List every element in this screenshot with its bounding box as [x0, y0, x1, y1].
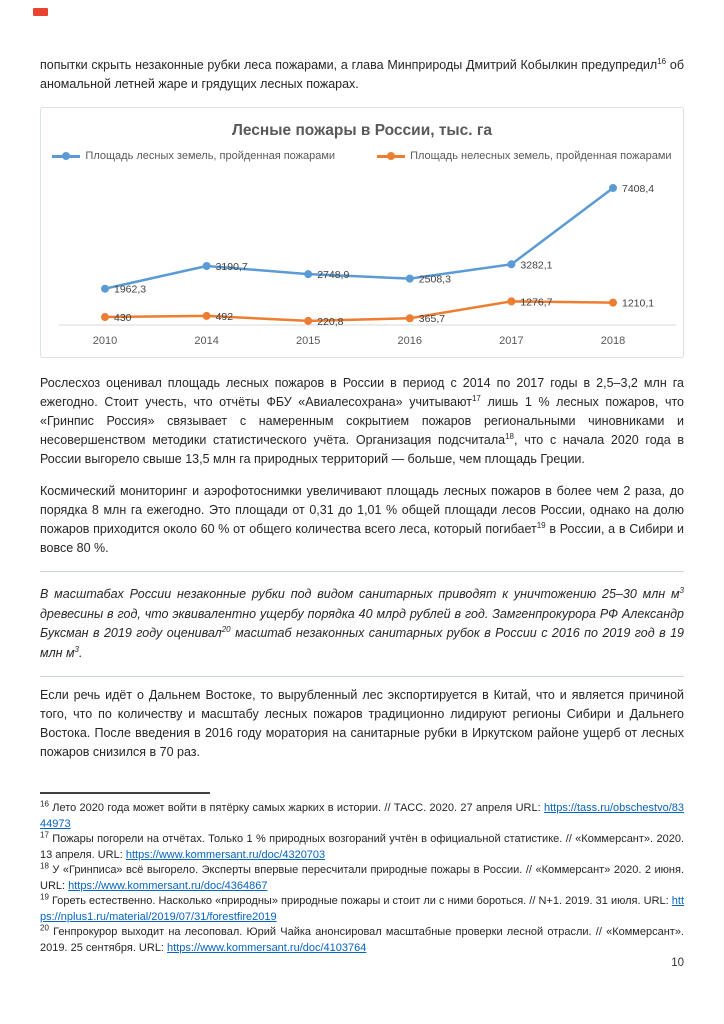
text-segment: в России, а в Сибири и вовсе 80 %.: [40, 522, 684, 555]
footnote-ref: 3: [679, 585, 684, 595]
data-label: 430: [114, 312, 132, 325]
x-tick-label: 2018: [600, 335, 626, 347]
legend-marker-icon: [52, 155, 80, 158]
data-label: 3190,7: [215, 260, 248, 273]
text-segment: Рослесхоз оценивал площадь лесных пожаров в России в период с 2014 по 2017 годы в 2,5–3,2 млн га ежегодно. Стоит учесть, что отчёты ФБУ «Авиалесохрана» учитывают: [40, 376, 684, 409]
data-point: [507, 297, 515, 305]
footnote-link[interactable]: https://www.kommersant.ru/doc/4103764: [167, 941, 367, 954]
data-point: [304, 317, 312, 325]
data-label: 492: [215, 310, 234, 323]
red-annotation-marker: [33, 8, 48, 16]
paragraph-intro: [40, 56, 684, 94]
data-label: 3282,1: [520, 259, 553, 272]
footnote: [40, 925, 684, 956]
text-segment: , что с начала 2020 года в России выгорело свыше 13,5 млн га природных территорий — больше, чем площадь Греции.: [40, 433, 684, 466]
footnote-text: Гореть естественно. Насколько «природны» природные пожары и стоит ли с ними бороться. // N+1. 2019. 31 июля. URL:: [51, 895, 672, 907]
x-tick-label: 2010: [92, 335, 118, 347]
data-label: 1276,7: [520, 296, 553, 309]
paragraph-rosleshoz: [40, 374, 684, 469]
footnote-number: 19: [40, 892, 49, 902]
data-point: [101, 285, 109, 293]
data-point: [609, 184, 617, 192]
data-label: 2748,9: [317, 269, 350, 282]
legend-marker-icon: [377, 155, 405, 158]
footnote: [40, 863, 684, 894]
legend-label: Площадь лесных земель, пройденная пожарами: [85, 150, 336, 162]
footnote-link[interactable]: https://tass.ru/obschestvo/8344973: [40, 802, 684, 830]
text-segment: Если речь идёт о Дальнем Востоке, то вырубленный лес экспортируется в Китай, что и является причиной того, что по количеству и масштабу лесных пожаров традиционно лидируют регионы Сибири и Дальнего Востока. После введения в 2016 году моратория на санитарные рубки в Иркутском районе ущерб от лесных пожаров снизился в 70 раз.: [40, 688, 684, 759]
x-tick-label: 2016: [397, 335, 423, 347]
footnote: [40, 801, 684, 832]
legend-item: [377, 150, 671, 162]
footnote-text: Генпрокурор выходит на лесоповал. Юрий Чайка анонсировал масштабные проверки лесной отрасли. // «Коммерсант». 2019. 25 сентября. URL:: [40, 926, 684, 954]
data-point: [203, 312, 211, 320]
footnote-text: Лето 2020 года может войти в пятёрку самых жарких в истории. // ТАСС. 2020. 27 апреля URL:: [52, 802, 544, 814]
chart-title: Лесные пожары в России, тыс. га: [232, 122, 492, 139]
footnote-text: Пожары погорели на отчётах. Только 1 % природных возгораний учтён в официальной статистике. // «Коммерсант». 2020. 13 апреля. URL:: [40, 833, 685, 861]
text-segment: древесины в год, что эквивалентно ущербу порядка 40 млрд рублей в год. Замгенпрокурора РФ Александр Буксман в 2019 году оценивал: [40, 606, 684, 640]
data-label: 7408,4: [622, 183, 655, 195]
chart-plot-area: [41, 168, 683, 353]
footnote-link[interactable]: https://www.kommersant.ru/doc/4364867: [68, 879, 268, 892]
text-segment: попытки скрыть незаконные рубки леса пожарами, а глава Минприроды Дмитрий Кобылкин предупредил: [40, 58, 658, 72]
paragraph-quote: [40, 585, 684, 663]
footnote-link[interactable]: https://www.kommersant.ru/doc/4320703: [125, 848, 326, 861]
footnote-number: 16: [40, 799, 49, 809]
footnote-number: 18: [40, 861, 49, 871]
footnote-ref: 19: [536, 520, 546, 530]
data-point: [609, 299, 617, 307]
footnote: [40, 832, 684, 863]
page-number: 10: [671, 957, 684, 969]
footnote-link[interactable]: https://nplus1.ru/material/2019/07/31/forestfire2019: [40, 895, 685, 923]
data-point: [101, 313, 109, 321]
data-label: 1210,1: [622, 297, 655, 310]
data-label: 2508,3: [418, 273, 451, 286]
data-label: 220,8: [317, 315, 344, 328]
text-segment: лишь 1 % лесных пожаров, что «Гринпис Россия» связывает с намеренным сокрытием пожаров региональными чиновниками и несовершенством методики статистического учёта. Организация подсчитала: [40, 395, 684, 447]
series-line: [105, 188, 613, 289]
footnote-ref: 3: [74, 644, 79, 654]
x-tick-label: 2015: [295, 335, 321, 347]
quote-block: [40, 571, 684, 677]
data-point: [406, 275, 414, 283]
data-label: 1962,3: [114, 283, 147, 296]
x-tick-label: 2014: [194, 335, 219, 347]
footnote-separator: [40, 792, 210, 794]
paragraph-cosmic: [40, 482, 684, 558]
data-point: [304, 270, 312, 278]
data-point: [406, 314, 414, 322]
data-label: 365,7: [418, 313, 446, 326]
footnote-ref: 17: [471, 393, 481, 403]
footnotes-section: [40, 792, 684, 956]
footnote-text: У «Гринписа» всё выгорело. Эксперты впервые пересчитали природные пожары в России. // «Коммерсант» 2020. 2 июня. URL:: [40, 864, 684, 892]
footnote-number: 17: [40, 830, 49, 840]
data-point: [507, 260, 515, 268]
text-segment: .: [79, 645, 83, 660]
data-point: [203, 262, 211, 270]
paragraph-far-east: [40, 686, 684, 762]
footnote-list: [40, 801, 684, 956]
chart-legend: [41, 150, 683, 162]
legend-item: [52, 150, 335, 162]
footnote-ref: 20: [221, 624, 231, 634]
footnote: [40, 894, 684, 925]
text-segment: масштаб незаконных санитарных рубок в России с 2016 по 2019 год в 19 млн м: [40, 626, 684, 660]
forest-fires-chart: [40, 107, 684, 358]
footnote-number: 20: [40, 923, 49, 933]
text-segment: В масштабах России незаконные рубки под видом санитарных приводят к уничтожению 25–30 млн м: [40, 587, 680, 601]
footnote-ref: 16: [657, 56, 667, 66]
x-tick-label: 2017: [499, 335, 524, 347]
footnote-ref: 18: [505, 431, 515, 441]
text-segment: об аномальной летней жаре и грядущих лесных пожарах.: [40, 58, 684, 91]
text-segment: Космический мониторинг и аэрофотоснимки увеличивают площадь лесных пожаров в более чем 2 раза, до порядка 8 млн га ежегодно. Это площади от 0,31 до 1,01 % общей площади лесов России, однако на долю пожаров приходится около 60 % от общего количества всего леса, который погибает: [40, 484, 684, 536]
legend-label: Площадь нелесных земель, пройденная пожарами: [410, 150, 672, 162]
